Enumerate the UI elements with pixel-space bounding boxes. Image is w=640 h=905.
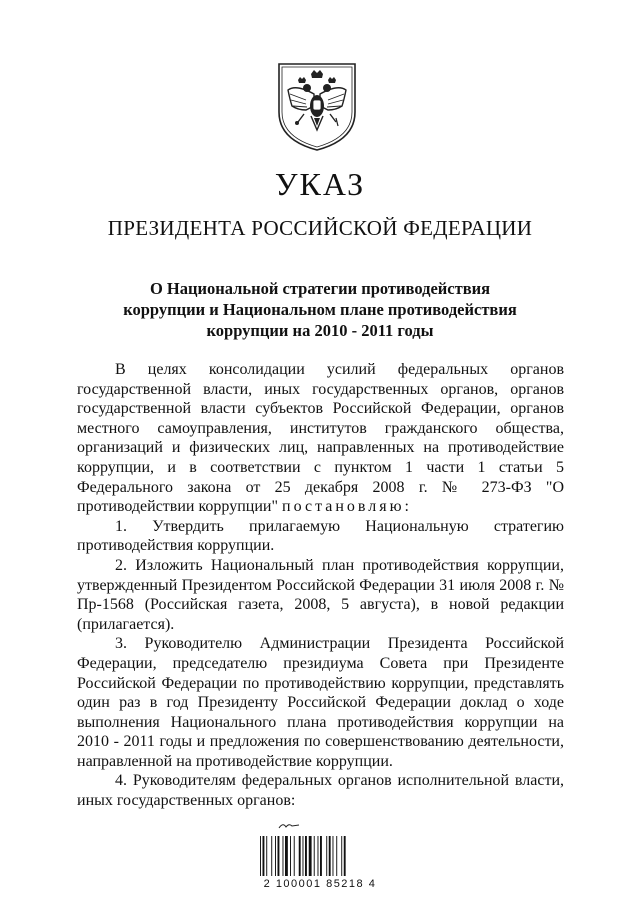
document-name-line: коррупции и Национальном плане противодействия [123, 300, 517, 319]
coat-of-arms-emblem [276, 60, 358, 152]
decree-word: постановляю: [282, 498, 412, 516]
paragraph-item-4: 4. Руководителям федеральных органов исполнительной власти, иных государственных органов: [77, 772, 564, 810]
paragraph-item-2: 2. Изложить Национальный план противодействия коррупции, утвержденный Президентом Российской Федерации 31 июля 2008 г. № Пр-1568 (Российская газета, 2008, 5 августа), в новой редакции (прилагается). [77, 556, 564, 633]
document-name-line: коррупции на 2010 - 2011 годы [206, 321, 434, 340]
barcode [258, 836, 378, 878]
barcode-number: 2 100001 85218 4 [263, 878, 377, 890]
document-body [77, 360, 564, 811]
handwritten-mark [278, 820, 300, 830]
document-name [0, 278, 640, 341]
paragraph-item-3: 3. Руководителю Администрации Президента Российской Федерации, председателю президиума Совета при Президенте Российской Федерации по противодействию коррупции, представлять один раз в год Президенту Российской Федерации доклад о ходе выполнения Национального плана противодействия коррупции на 2010 - 2011 годы и предложения по совершенствованию деятельности, направленной на противодействие коррупции. [77, 635, 564, 770]
issuing-authority: ПРЕЗИДЕНТА РОССИЙСКОЙ ФЕДЕРАЦИИ [107, 216, 533, 240]
preamble-paragraph [77, 360, 564, 517]
document-type-title: УКАЗ [274, 166, 366, 202]
preamble-text: В целях консолидации усилий федеральных органов государственной власти, иных государственных органов, органов государственной власти субъектов Российской Федерации, органов местного самоуправления, институтов гражданского общества, организаций и физических лиц, направленных на противодействие коррупции, и в соответствии с пунктом 1 части 1 статьи 5 Федерального закона от 25 декабря 2008 г. № 273-ФЗ "О противодействии коррупции" [77, 361, 564, 516]
paragraph-item-1: 1. Утвердить прилагаемую Национальную стратегию противодействия коррупции. [77, 517, 564, 555]
document-name-line: О Национальной стратегии противодействия [149, 279, 491, 298]
